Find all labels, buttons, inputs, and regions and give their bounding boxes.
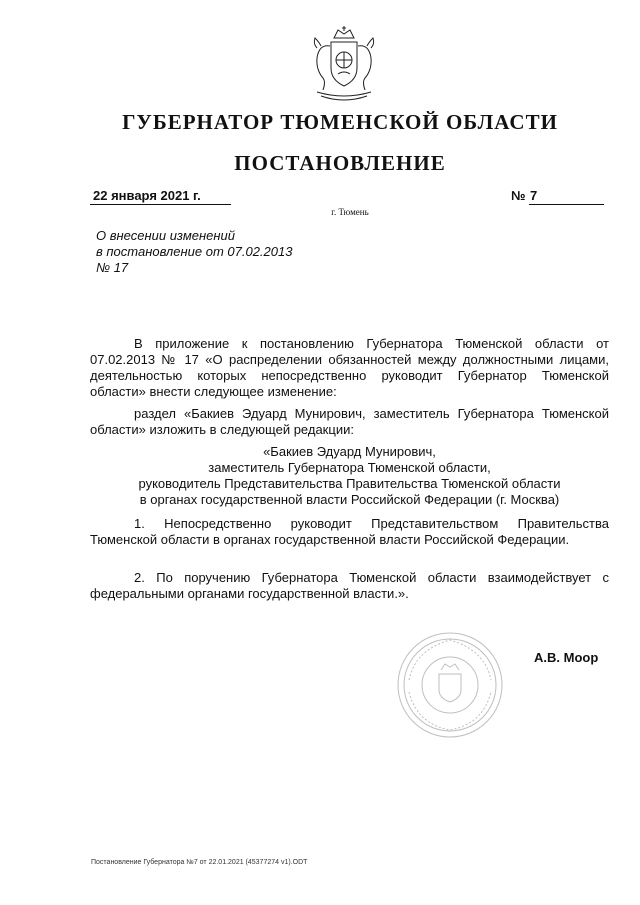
signer-name: А.В. Моор [534,650,599,665]
body-paragraph: раздел «Бакиев Эдуард Мунирович, заместитель Губернатора Тюменской области» изложить в следующей редакции: [90,406,609,437]
document-number: 7 [529,188,604,205]
subject-line: № 17 [96,260,129,275]
document-subject [96,228,292,276]
quote-line: руководитель Представительства Правительства Тюменской области [138,476,561,491]
document-date: 22 января 2021 г. [90,188,231,205]
body-item-1: 1. Непосредственно руководит Представительством Правительства Тюменской области в органах государственной власти Российской Федерации. [90,516,609,547]
quote-line: в органах государственной власти Российской Федерации (г. Москва) [139,492,560,507]
document-type-title: ПОСТАНОВЛЕНИЕ [234,151,446,175]
subject-line: О внесении изменений [96,228,235,243]
body-item-2: 2. По поручению Губернатора Тюменской области взаимодействует с федеральными органами государственной власти.». [90,570,609,601]
subject-line: в постановление от 07.02.2013 [96,244,293,259]
quote-line: заместитель Губернатора Тюменской области, [208,460,491,475]
body-paragraph: В приложение к постановлению Губернатора Тюменской области от 07.02.2013 № 17 «О распределении обязанностей между должностными лицами, деятельностью которых непосредственно руководит Губернатор Тюменской области» внести следующее изменение: [90,336,609,399]
document-city: г. Тюмень [331,207,369,217]
coat-of-arms-icon [303,24,385,106]
document-number-label: № [511,188,526,203]
authority-title: ГУБЕРНАТОР ТЮМЕНСКОЙ ОБЛАСТИ [122,110,558,134]
official-seal-icon [395,630,505,740]
document-footer: Постановление Губернатора №7 от 22.01.2021 (45377274 v1).ODT [91,859,308,866]
quote-line: «Бакиев Эдуард Мунирович, [263,444,436,459]
quoted-section-header [90,444,609,508]
